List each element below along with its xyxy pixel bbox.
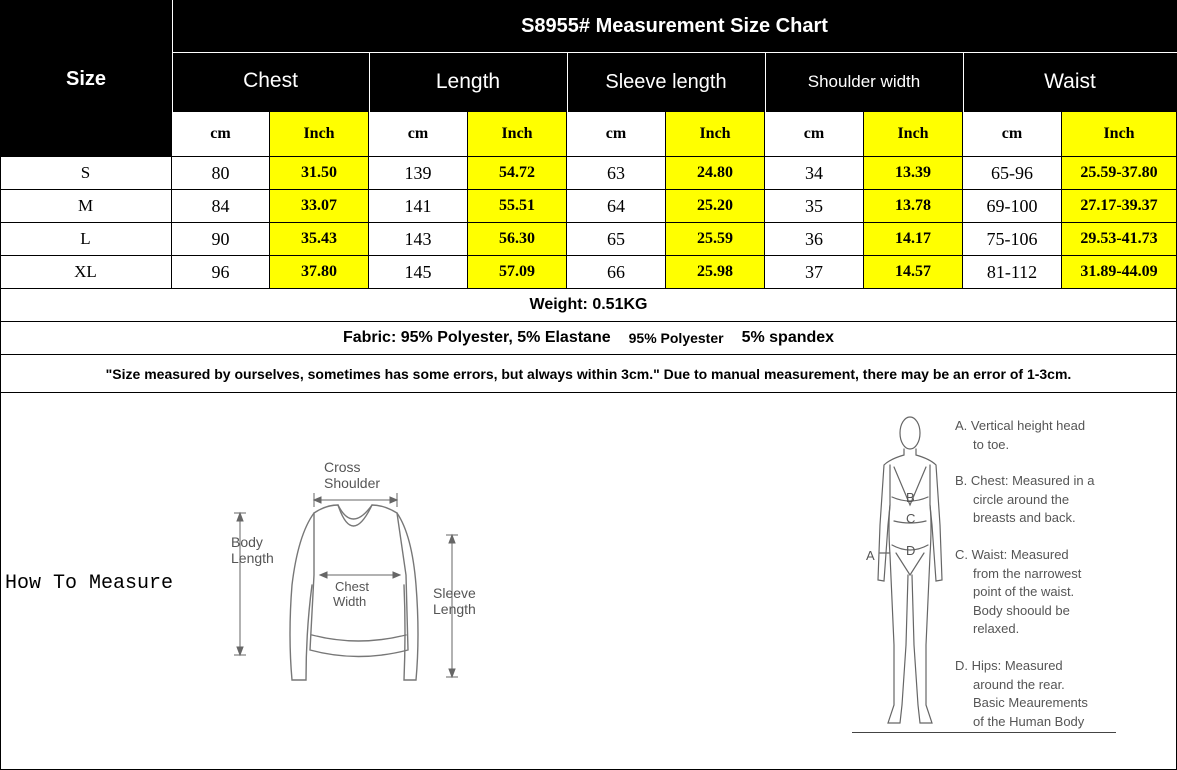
- cm-value-cell: 143: [369, 223, 468, 256]
- body-note-1: [955, 472, 1094, 528]
- sleeve-length-label-2: Length: [433, 601, 476, 617]
- cross-shoulder-label-1: Cross: [324, 459, 361, 475]
- cm-value-cell: 35: [765, 190, 864, 223]
- marker-d: D: [906, 543, 916, 558]
- inch-value-cell: 35.43: [270, 223, 369, 256]
- fabric-text: Fabric: 95% Polyester, 5% Elastane: [342, 329, 611, 346]
- group-header-waist: Waist: [1044, 70, 1096, 93]
- cm-value-cell: 141: [369, 190, 468, 223]
- chart-title: S8955# Measurement Size Chart: [521, 14, 828, 37]
- inch-value-cell: 13.78: [864, 190, 963, 223]
- inch-value-cell: 55.51: [468, 190, 567, 223]
- sweater-left-sleeve: [290, 513, 314, 680]
- cm-value-cell: 145: [369, 256, 468, 289]
- cm-value-cell: 63: [567, 157, 666, 190]
- body-length-label-2: Length: [231, 550, 274, 566]
- measurement-note: "Size measured by ourselves, sometimes has some errors, but always within 3cm." Due to manual measurement, there may be an error of 1-3cm.: [105, 365, 1072, 382]
- inch-value-cell: 27.17-39.37: [1062, 190, 1177, 223]
- body-note-line: breasts and back.: [973, 510, 1076, 525]
- cm-value-cell: 90: [172, 223, 270, 256]
- unit-header-cm: cm: [369, 112, 468, 157]
- sleeve-length-label-1: Sleeve: [433, 585, 476, 601]
- cm-value-cell: 139: [369, 157, 468, 190]
- body-note-line: A. Vertical height head: [955, 418, 1086, 433]
- size-column-header: Size: [65, 67, 107, 90]
- body-note-line: B. Chest: Measured in a: [955, 473, 1095, 488]
- group-header-length: Length: [435, 70, 501, 93]
- inch-value-cell: 14.17: [864, 223, 963, 256]
- group-header-shoulder-width: Shoulder width: [807, 72, 921, 91]
- marker-a: A: [866, 548, 875, 563]
- sweater-measurement-diagram: [222, 455, 492, 690]
- body-length-label-1: Body: [231, 534, 263, 550]
- unit-header-cm: cm: [567, 112, 666, 157]
- cm-value-cell: 36: [765, 223, 864, 256]
- body-note-line: D. Hips: Measured: [955, 658, 1063, 673]
- body-note-line: from the narrowest: [973, 565, 1082, 581]
- inch-value-cell: 57.09: [468, 256, 567, 289]
- how-to-measure-label: How To Measure: [5, 572, 174, 595]
- size-cell: M: [0, 190, 172, 223]
- body-note-2: [955, 546, 1081, 639]
- unit-header-cm: cm: [765, 112, 864, 157]
- cm-value-cell: 65: [567, 223, 666, 256]
- cm-value-cell: 66: [567, 256, 666, 289]
- chest-width-label-2: Width: [333, 594, 367, 609]
- unit-header-cm: cm: [172, 112, 270, 157]
- inch-value-cell: 25.98: [666, 256, 765, 289]
- unit-header-inch: Inch: [270, 112, 369, 157]
- weight-text: Weight: 0.51KG: [529, 296, 648, 313]
- group-header-sleeve-length: Sleeve length: [605, 70, 727, 93]
- inch-value-cell: 14.57: [864, 256, 963, 289]
- cm-value-cell: 75-106: [963, 223, 1062, 256]
- inch-value-cell: 56.30: [468, 223, 567, 256]
- marker-b: B: [906, 490, 915, 505]
- body-note-line: around the rear.: [973, 676, 1065, 692]
- unit-header-cm: cm: [963, 112, 1062, 157]
- chest-width-label-1: Chest: [335, 579, 369, 594]
- unit-header-inch: Inch: [1062, 112, 1177, 157]
- fabric-row: [0, 322, 1177, 355]
- inch-value-cell: 25.59: [666, 223, 765, 256]
- inch-value-cell: 33.07: [270, 190, 369, 223]
- size-cell: XL: [0, 256, 172, 289]
- body-note-line: C. Waist: Measured: [955, 547, 1069, 562]
- inch-value-cell: 24.80: [666, 157, 765, 190]
- cm-value-cell: 69-100: [963, 190, 1062, 223]
- weight-row: [0, 289, 1177, 322]
- body-note-line: Basic Meaurements: [973, 695, 1088, 710]
- cm-value-cell: 84: [172, 190, 270, 223]
- cm-value-cell: 65-96: [963, 157, 1062, 190]
- inch-value-cell: 54.72: [468, 157, 567, 190]
- unit-header-inch: Inch: [468, 112, 567, 157]
- body-note-line: of the Human Body: [973, 713, 1085, 729]
- group-header-chest: Chest: [243, 69, 298, 92]
- body-note-line: to toe.: [973, 436, 1010, 452]
- cross-shoulder-label-2: Shoulder: [324, 475, 381, 491]
- fabric-part-spandex: 5% spandex: [741, 329, 835, 346]
- body-note-0: [955, 417, 1085, 454]
- size-cell: S: [0, 157, 172, 190]
- cm-value-cell: 64: [567, 190, 666, 223]
- inch-value-cell: 31.89-44.09: [1062, 256, 1177, 289]
- body-note-line: point of the waist.: [973, 584, 1075, 599]
- inch-value-cell: 13.39: [864, 157, 963, 190]
- body-note-line: relaxed.: [973, 621, 1020, 636]
- inch-value-cell: 25.59-37.80: [1062, 157, 1177, 190]
- marker-c: C: [906, 511, 916, 526]
- size-cell: L: [0, 223, 172, 256]
- unit-header-inch: Inch: [864, 112, 963, 157]
- fabric-part-polyester: 95% Polyester: [628, 330, 724, 346]
- body-measurement-diagram: [850, 405, 950, 735]
- cm-value-cell: 80: [172, 157, 270, 190]
- unit-header-inch: Inch: [666, 112, 765, 157]
- inch-value-cell: 37.80: [270, 256, 369, 289]
- cm-value-cell: 81-112: [963, 256, 1062, 289]
- inch-value-cell: 31.50: [270, 157, 369, 190]
- inch-value-cell: 25.20: [666, 190, 765, 223]
- inch-value-cell: 29.53-41.73: [1062, 223, 1177, 256]
- cm-value-cell: 37: [765, 256, 864, 289]
- body-note-3: [955, 657, 1088, 731]
- cm-value-cell: 96: [172, 256, 270, 289]
- cm-value-cell: 34: [765, 157, 864, 190]
- body-note-line: Body shoould be: [973, 602, 1070, 618]
- note-row: [0, 355, 1177, 393]
- body-note-line: circle around the: [973, 491, 1070, 507]
- body-head: [900, 417, 920, 449]
